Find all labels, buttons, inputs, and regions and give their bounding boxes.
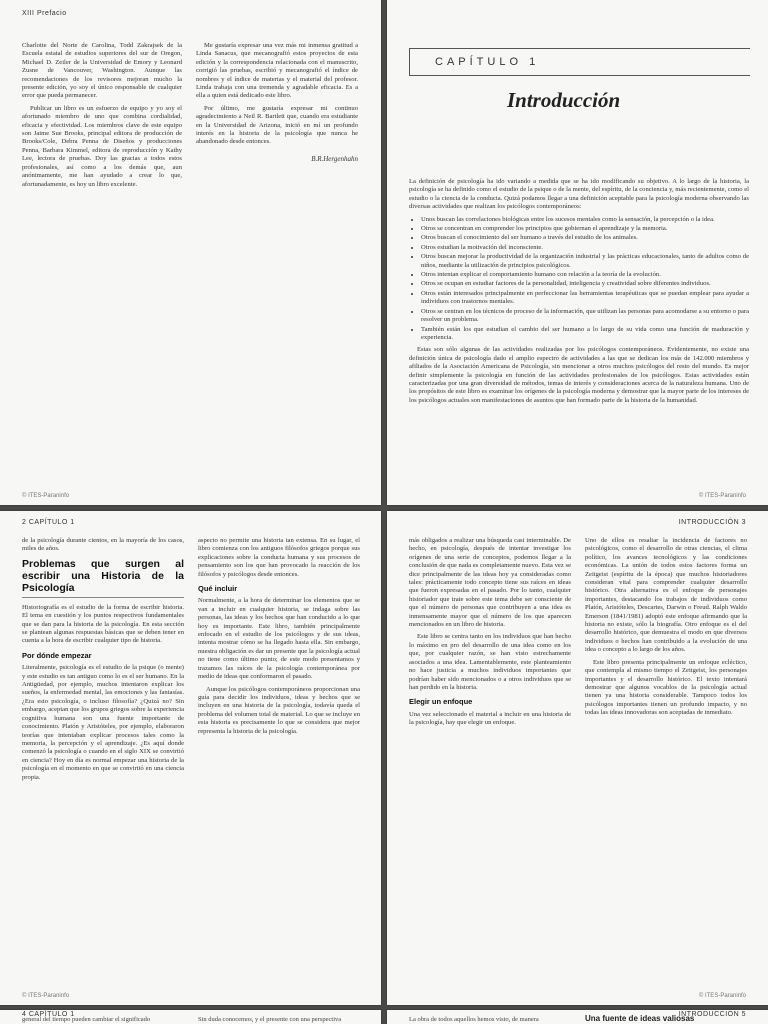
list-item: • Otros intentan explicar el comportamiento humano con relación a la teoría de la evolución.: [421, 271, 749, 279]
text-column-left: [22, 537, 184, 786]
page-xiii: [0, 0, 381, 505]
list-item: • Otros se concentran en comprender los principios que gobiernan el aprendizaje y la memoria.: [421, 225, 749, 233]
page-4: [0, 1010, 381, 1024]
text-line: La obra de todos aquellos hemos visto, de manera: [409, 1016, 539, 1023]
page-2: [0, 511, 381, 1005]
paragraph: Este libro se centra tanto en los individuos que han hecho lo máximo en pro del desarrollo de una idea como en los que, por cualquier razón, se han visto estrechamente asociados a una idea. Lamentablemente, este planteamiento no hace justicia a muchos individuos importantes que podrían haber sido mencionados o a otros individuos que se han perdido en la historia.: [409, 633, 571, 691]
paragraph: más obligados a realizar una búsqueda casi interminable. De hecho, en psicología, después de intentar investigar los orígenes de una serie de conceptos, podemos llegar a la conclusión de que nada es completamente nuevo. Esta vez se dice principalmente de las ideas hoy ya consideradas como tales: prácticamente todo concepto tiene sus raíces en ideas que fueron expresadas en el pasado. Por lo tanto, cualquier historiador que trate sobre este tema debe ser consciente de que el número de personas que contribuyen a una idea es inmensamente mayor que el número de los que aparecen mencionados en un libro de historia.: [409, 537, 571, 629]
paragraph: Normalmente, a la hora de determinar los elementos que se van a incluir en cualquier historia, se indaga sobre las personas, las ideas y los hechos que han conducido a lo que hoy es importante. Este libro, también principalmente enfocado en el estudio de los psicólogos y de sus ideas, intenta mostrar cómo se ha llegado hasta ella. Sin embargo, nuestra obligación es dar un presente que la psicología actual no tiene como último punto; de este modo presentamos y trazamos las raíces de la psicología contemporánea por medio de ideas que conformaron el pasado.: [198, 597, 360, 681]
list-item: • Unos buscan las correlaciones biológicas entre los sucesos mentales como la sensación, la percepción o la idea.: [421, 216, 749, 224]
intro-paragraph: La definición de psicología ha ido variando a medida que se ha ido modificando su objetivo. A lo largo de la historia, la psicología se ha definido como el estudio de la psique o de la mente, del espíritu, de la conciencia y, más recientemente, como el estudio o la ciencia de la conducta. Quizá podamos llegar a una definición aceptable para la psicología moderna observando las diversas actividades que realizan los psicólogos contemporáneos:: [409, 178, 749, 211]
list-item: • Otros buscan el conocimiento del ser humano a través del estudio de los animales.: [421, 234, 749, 242]
paragraph: Publicar un libro es un esfuerzo de equipo y yo soy el afortunado miembro de uno que combina cordialidad, eficacia y efectividad. Los miembros clave de este equipo son Jaime Sue Brooks, principal editora de producción de Brooks/Cole, Debra Penna de Diseños y producciones Penna, Barbara Kimmel, editora de reproducción y Kathy Lee, lectora de pruebas. Doy las gracias a todos estos profesionales, así como a los demás que, aun anónimamente, me han ayudado a crear lo que, afortunadamente, es hoy un libro excelente.: [22, 104, 182, 188]
text-line: general del tiempo pueden cambiar el significado: [22, 1016, 151, 1023]
paragraph: Este libro presenta principalmente un enfoque ecléctico, que contempla al mismo tiempo el Zeitgeist, los personajes importantes y el desarrollo histórico. El texto intentará demostrar que algunos vocablos de la psicología actual tienen ya una historia considerable. Tampoco todos los psicólogos importantes tienen un profundo impacto, y no todas las ideas innovadoras son aceptadas de inmediato.: [585, 658, 747, 717]
paragraph: Por último, me gustaría expresar mi continuo agradecimiento a Neil R. Bartlett que, cuando era estudiante en la Universidad de Arizona, inició en mí un profundo interés en la historia de la psicología que nunca he abandonado desde entonces.: [196, 104, 358, 146]
section-title: Una fuente de ideas valiosas: [585, 1014, 695, 1023]
chapter-intro: [409, 178, 749, 409]
list-item: • Otros estudian la motivación del inconsciente.: [421, 244, 749, 252]
text-column-right: [198, 537, 360, 740]
page-footer: © ITES-Paraninfo: [22, 493, 70, 499]
text-column-right: [196, 42, 358, 163]
page-header: INTRODUCCIÓN 3: [678, 519, 746, 526]
page-footer: © ITES-Paraninfo: [698, 493, 746, 499]
paragraph: Me gustaría expresar una vez más mi inmensa gratitud a Linda Sanacus, que mecanografió estos proyectos de esta edición y la correspondencia relacionada con el manuscrito, corrigió las pruebas, escribió y mecanografió el índice de nombres y el índice de materias y el material del profesor. Linda trabaja con una tremenda y agradable eficacia. Es a ella a quien está dedicado este libro.: [196, 42, 358, 100]
paragraph: de la psicología durante cientos, en la mayoría de los casos, miles de años.: [22, 537, 184, 553]
author-signature: B.R.Hergenhahn: [311, 154, 358, 163]
list-item: • Otros se ocupan en estudiar factores de la personalidad, inteligencia y creatividad sobre diferentes individuos.: [421, 280, 749, 288]
paragraph: Historiografía es el estudio de la forma de escribir historia. El tema en cuestión y los puntos respectivos fundamentales que se dan para la historia de la psicología. En esta sección se plantean algunas respuestas básicas que se deben tener en cuenta a la hora de escribir cualquier tipo de historia.: [22, 603, 184, 645]
page-5: [387, 1010, 768, 1024]
page-footer: © ITES-Paraninfo: [698, 993, 746, 999]
subsection-title: Elegir un enfoque: [409, 697, 473, 707]
list-item: • También están los que estudian el cambio del ser humano a lo largo de su vida como una función de maduración y experiencia.: [421, 326, 749, 343]
page-header: 4 CAPÍTULO 1: [22, 1011, 75, 1018]
closing-paragraph: Estas son sólo algunas de las actividades realizadas por los psicólogos contemporáneos. Evidentemente, no existe una definición única de psicología dado el amplio espectro de actividades a las que se dedican los más de 142.000 miembros y afiliados de la Asociación Americana de Psicología, sin mencionar a otros muchos psicólogos del resto del mundo. Es mejor definir simplemente la psicología en función de las actividades profesionales de los psicólogos. Estas actividades están caracterizadas por una gran diversidad de métodos, temas de interés y consideraciones acerca de la naturaleza humana. Uno de los propósitos de este libro es examinar los orígenes de la psicología moderna y demostrar que la mayor parte de los intereses de los psicólogos actuales son manifestaciones de asuntos que han formado parte de la historia de la humanidad.: [409, 346, 749, 404]
page-footer: © ITES-Paraninfo: [22, 993, 70, 999]
page-header: INTRODUCCIÓN 5: [678, 1011, 746, 1018]
list-item: • Otros están interesados principalmente en perfeccionar las herramientas terapéuticas que se puedan emplear para ayudar a individuos con trastornos mentales.: [421, 290, 749, 307]
subsection-title: Qué incluir: [198, 584, 238, 594]
paragraph: Aunque los psicólogos contemporáneos proporcionan una guía para decidir los individuos, ideas y hechos que se incluyen en una historia de la psicología, todavía queda el problema del volumen total de material. Lo que se incluye en esta historia es precisamente lo que se considera que mejor representa la historia de la psicología.: [198, 685, 360, 735]
text-column-left: [22, 42, 182, 193]
list-item: • Otros se centran en los técnicos de proceso de la información, que utilizan las personas para acomodarse a su entorno o para resolver un problema.: [421, 308, 749, 325]
chapter-title: Introducción: [507, 88, 621, 112]
paragraph: Literalmente, psicología es el estudio de la psique (o mente) y este estudio es tan antiguo como lo es el ser humano. En la Antigüedad, por ejemplo, muchos intentaron explicar los sueños, la enfermedad mental, las emociones y las fantasías. ¿Era esto psicología, o incluso filosofía? ¿Quizá no? Sin embargo, aceptan que los grupos griegos sobre la experiencia cognitiva humana son una fuente importante de conocimiento. Platón y Aristóteles, por ejemplo, elaboraron teorías que intentaban explicar procesos tales como la memoria, la percepción y el aprendizaje. ¿Es aquí donde comenzó la psicología o cuando en el siglo XIX se convirtió en ciencia? Hoy en día es normal empezar una historia de la psicología en el momento en que se convirtió en una ciencia propia.: [22, 664, 184, 781]
subsection-title: Por dónde empezar: [22, 650, 92, 660]
paragraph: Una vez seleccionado el material a incluir en una historia de la psicología, hay que elegir un enfoque.: [409, 710, 571, 727]
activities-list: [409, 216, 749, 343]
text-line: Sin duda conocemos, y el presente con una perspectiva: [198, 1016, 342, 1023]
chapter-label: CAPÍTULO 1: [435, 56, 540, 68]
page-header: XIII Prefacio: [22, 10, 67, 17]
text-column-left: [409, 537, 571, 732]
page-3: [387, 511, 768, 1005]
page-chapter-opener: [387, 0, 768, 505]
paragraph: Charlotte del Norte de Carolina, Todd Zakrajsek de la Escuela estatal de estudios superiores del sur de Oregon, Michael D. Zeiler de la Universidad de Emory y Leonard Zusne de Vancouver, Washington. Aunque las recomendaciones de los revisores mejoran mucho la presente edición, yo soy el único responsable de cualquier error que pueda permanecer.: [22, 42, 182, 100]
section-title: Problemas que surgen al escribir una Historia de la Psicología: [22, 558, 184, 598]
text-column-right: [585, 537, 747, 722]
list-item: • Otros buscan mejorar la productividad de la organización industrial y las prácticas educacionales, tanto de adultos como de niños, mediante la utilización de principios psicológicos.: [421, 253, 749, 270]
paragraph: aspecto no permite una historia tan extensa. En su lugar, el libro comienza con los antiguos filósofos griegos porque sus explicaciones sobre la conducta humana y sus procesos de pensamiento son los que han provocado la reacción de los filósofos y psicólogos desde entonces.: [198, 537, 360, 578]
paragraph: Uno de ellos es resaltar la incidencia de factores no psicológicos, como el desarrollo de otras ciencias, el clima político, los avances tecnológicos y las condiciones económicas. La unión de todos estos factores forma un Zeitgeist (espíritu de la época) que muchos historiadores consideran vital para comprender cualquier desarrollo histórico. Otra alternativa es el enfoque de personajes importantes, destacando los trabajos de individuos como Platón, Aristóteles, Descartes, Darwin o Freud. Ralph Waldo Emerson (1841/1981) adoptó este enfoque afirmando que la historia no existe, sólo la biografía. Otro enfoque es el del desarrollo histórico, que demuestra el modo en que diversos individuos o hechos han contribuido a la evolución de una idea o concepto a lo largo de los años.: [585, 537, 747, 654]
page-header: 2 CAPÍTULO 1: [22, 519, 75, 526]
